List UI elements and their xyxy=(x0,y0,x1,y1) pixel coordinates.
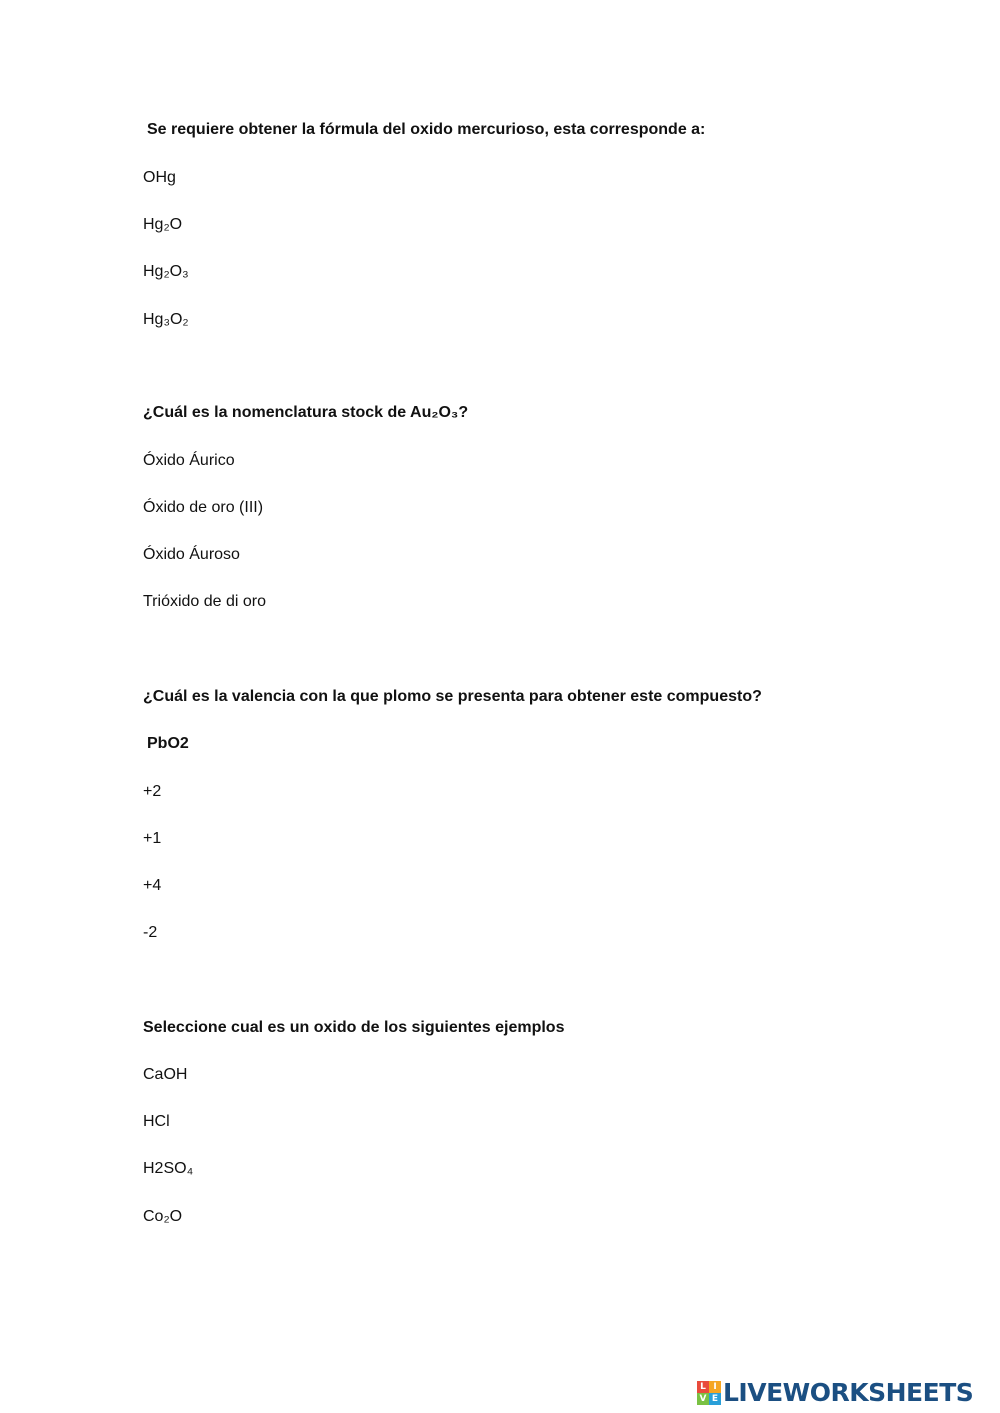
question-2-option-1[interactable]: Óxido Áurico xyxy=(143,452,235,469)
question-1-prompt: Se requiere obtener la fórmula del oxido mercurioso, esta corresponde a: xyxy=(147,121,706,138)
question-1-option-1[interactable]: OHg xyxy=(143,169,176,186)
question-3-option-3[interactable]: +4 xyxy=(143,877,162,894)
question-2-option-2[interactable]: Óxido de oro (III) xyxy=(143,499,264,516)
liveworksheets-logo-icon xyxy=(697,1381,721,1405)
logo-tile-e: E xyxy=(709,1393,721,1405)
question-3-option-2[interactable]: +1 xyxy=(143,830,162,847)
question-3-option-4[interactable]: -2 xyxy=(143,924,158,941)
question-3-prompt: ¿Cuál es la valencia con la que plomo se presenta para obtener este compuesto? xyxy=(143,688,762,705)
question-3-option-1[interactable]: +2 xyxy=(143,783,162,800)
logo-tile-l: L xyxy=(697,1381,709,1393)
question-1-option-2[interactable]: Hg₂O xyxy=(143,216,183,233)
question-2-prompt: ¿Cuál es la nomenclatura stock de Au₂O₃? xyxy=(143,404,469,421)
question-1-option-4[interactable]: Hg₃O₂ xyxy=(143,311,189,328)
logo-text: LIVEWORKSHEETS xyxy=(723,1378,974,1407)
question-3-compound: PbO2 xyxy=(147,735,189,752)
logo-tile-v: V xyxy=(697,1393,709,1405)
question-4-option-1[interactable]: CaOH xyxy=(143,1066,188,1083)
logo-tile-i: I xyxy=(709,1381,721,1393)
liveworksheets-logo xyxy=(697,1378,973,1408)
question-4-option-2[interactable]: HCl xyxy=(143,1113,170,1130)
question-2-option-3[interactable]: Óxido Áuroso xyxy=(143,546,240,563)
question-2-option-4[interactable]: Trióxido de di oro xyxy=(143,593,267,610)
question-4-prompt: Seleccione cual es un oxido de los siguientes ejemplos xyxy=(143,1019,565,1036)
question-4-option-4[interactable]: Co₂O xyxy=(143,1208,183,1225)
question-4-option-3[interactable]: H2SO₄ xyxy=(143,1160,194,1177)
question-1-option-3[interactable]: Hg₂O₃ xyxy=(143,263,189,280)
